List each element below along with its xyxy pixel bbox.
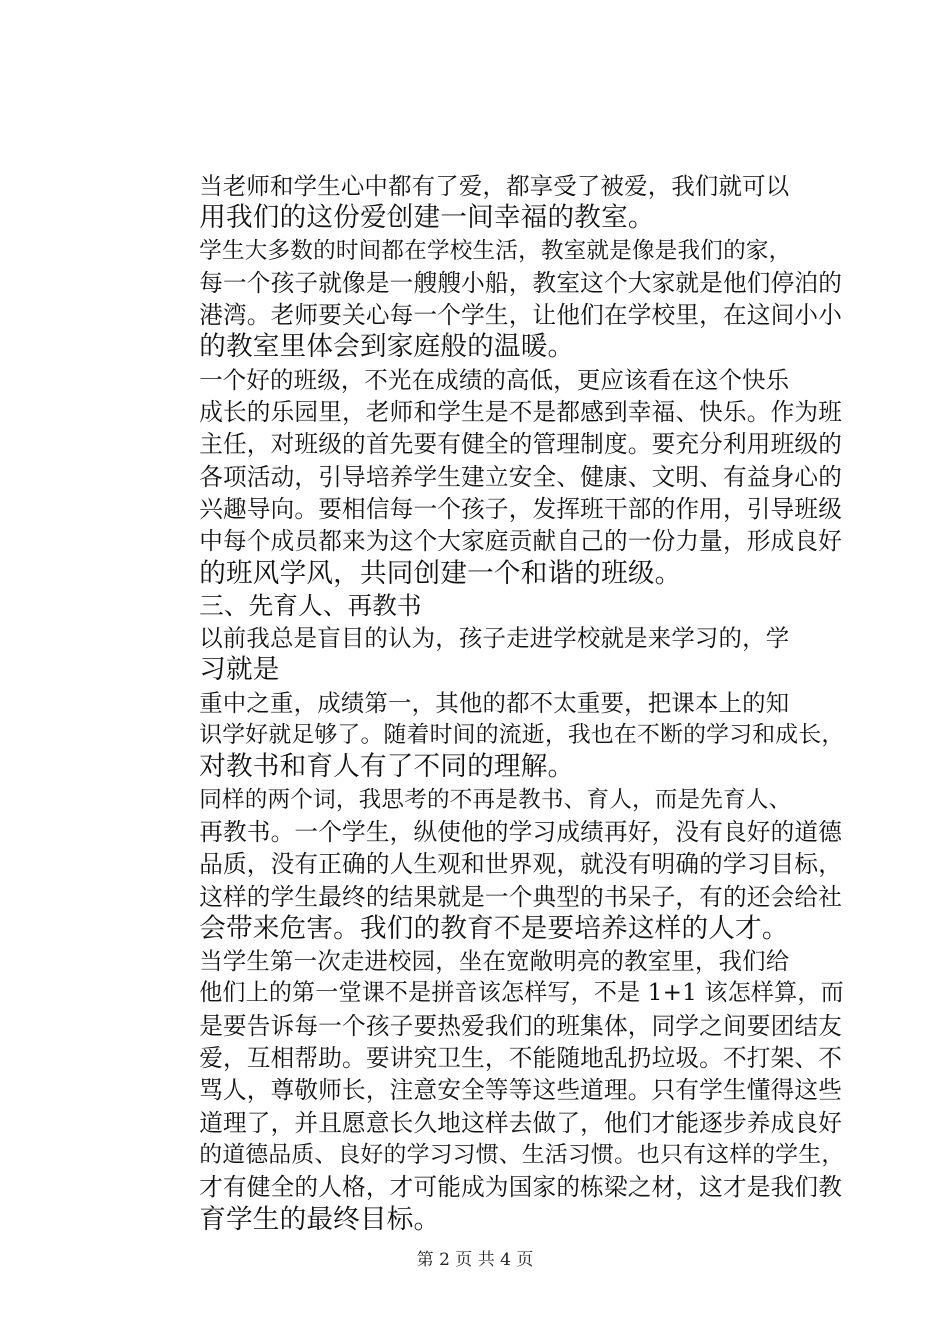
document-body bbox=[146, 170, 845, 1236]
text-line: 的道德品质、良好的学习习惯、生活习惯。也只有这样的学生， bbox=[199, 1141, 845, 1168]
text-line: 骂人，尊敬师长，注意安全等等这些道理。只有学生懂得这些 bbox=[199, 1076, 843, 1105]
text-line: 的班风学风，共同创建一个和谐的班级。 bbox=[199, 557, 682, 589]
text-line: 这样的学生最终的结果就是一个典型的书呆子，有的还会给社 bbox=[199, 882, 843, 911]
paragraph bbox=[146, 235, 843, 364]
text-line: 道理了，并且愿意长久地这样去做了，他们才能逐步养成良好 bbox=[199, 1108, 843, 1137]
text-line: 一个好的班级，不光在成绩的高低，更应该看在这个快乐 bbox=[199, 365, 790, 394]
paragraph bbox=[146, 622, 836, 687]
text-line: 各项活动，引导培养学生建立安全、健康、文明、有益身心的 bbox=[199, 462, 843, 491]
text-line: 中每个成员都来为这个大家庭贡献自己的一份力量，形成良好 bbox=[199, 527, 843, 556]
text-line: 以前我总是盲目的认为，孩子走进学校就是来学习的，学 bbox=[199, 624, 790, 653]
paragraph bbox=[146, 784, 843, 945]
text-line: 成长的乐园里，老师和学生是不是都感到幸福、快乐。作为班 bbox=[199, 398, 843, 427]
paragraph bbox=[146, 170, 836, 235]
text-line: 每一个孩子就像是一艘艘小船，教室这个大家就是他们停泊的 bbox=[199, 268, 843, 297]
text-line: 学生大多数的时间都在学校生活，教室就是像是我们的家， bbox=[199, 237, 792, 264]
text-line: 兴趣导向。要相信每一个孩子，发挥班干部的作用，引导班级 bbox=[199, 494, 843, 523]
text-line: 的教室里体会到家庭般的温暖。 bbox=[199, 331, 575, 363]
text-line: 爱，互相帮助。要讲究卫生，不能随地乱扔垃圾。不打架、不 bbox=[199, 1044, 843, 1073]
paragraph bbox=[146, 945, 845, 1236]
text-line: 对教书和育人有了不同的理解。 bbox=[199, 751, 575, 783]
text-line: 品质，没有正确的人生观和世界观，就没有明确的学习目标， bbox=[199, 850, 843, 879]
text-line: 当老师和学生心中都有了爱，都享受了被爱，我们就可以 bbox=[199, 172, 790, 200]
text-line: 育学生的最终目标。 bbox=[199, 1203, 441, 1235]
text-line: 会带来危害。我们的教育不是要培养这样的人才。 bbox=[199, 912, 789, 944]
paragraph bbox=[146, 364, 843, 590]
text-line: 同样的两个词，我思考的不再是教书、育人，而是先育人、 bbox=[199, 786, 792, 813]
text-line: 港湾。老师要关心每一个学生，让他们在学校里，在这间小小 bbox=[199, 301, 843, 330]
paragraph bbox=[146, 687, 845, 784]
text-line: 再教书。一个学生，纵使他的学习成绩再好，没有良好的道德 bbox=[199, 817, 843, 846]
text-line: 是要告诉每一个孩子要热爱我们的班集体，同学之间要团结友 bbox=[199, 1011, 843, 1040]
text-line: 才有健全的人格，才可能成为国家的栋梁之材，这才是我们教 bbox=[199, 1173, 843, 1202]
text-line: 三、先育人、再教书 bbox=[199, 590, 422, 620]
text-line: 主任，对班级的首先要有健全的管理制度。要充分利用班级的 bbox=[199, 430, 843, 459]
text-line: 当学生第一次走进校园，坐在宽敞明亮的教室里，我们给 bbox=[199, 947, 790, 976]
text-line: 习就是 bbox=[199, 654, 280, 686]
text-line: 用我们的这份爱创建一间幸福的教室。 bbox=[199, 202, 655, 234]
text-line: 识学好就足够了。随着时间的流逝，我也在不断的学习和成长， bbox=[199, 722, 845, 749]
text-line: 他们上的第一堂课不是拼音该怎样写，不是 1+1 该怎样算，而 bbox=[199, 980, 844, 1007]
page-footer: 第 2 页 共 4 页 bbox=[416, 1250, 534, 1270]
text-line: 重中之重，成绩第一，其他的都不太重要，把课本上的知 bbox=[199, 688, 790, 717]
section-heading bbox=[146, 590, 836, 622]
